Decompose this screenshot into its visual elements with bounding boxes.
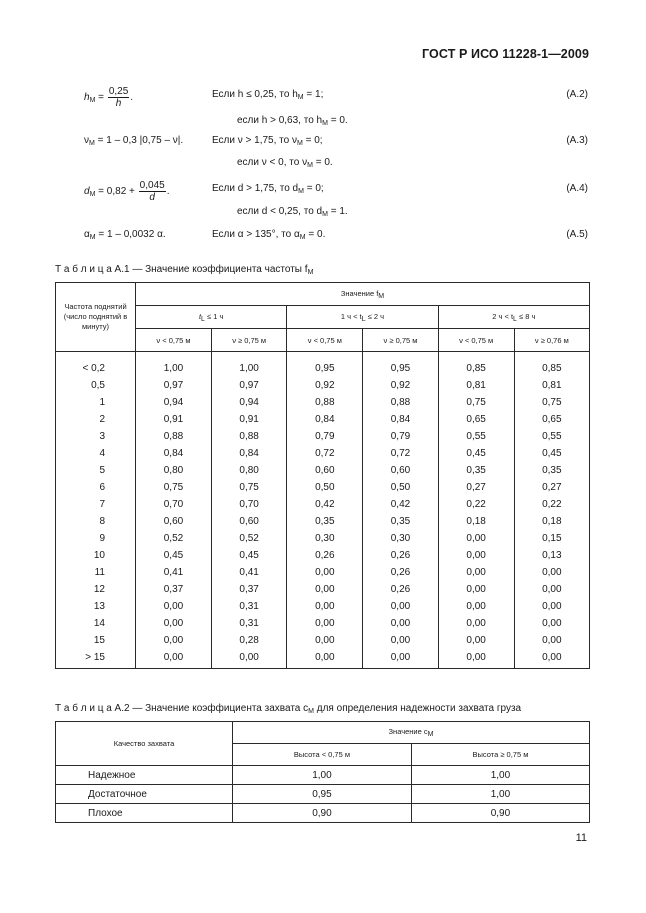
table-row xyxy=(56,377,590,394)
condition-text: Если α > 135°, то α xyxy=(212,229,300,240)
value-cell: 0,15 xyxy=(514,530,589,547)
table-row xyxy=(56,564,590,581)
grip-coefficient-table xyxy=(55,721,590,823)
value-cell: 0,45 xyxy=(438,445,514,462)
header-sub: M xyxy=(378,292,385,300)
value-cell: 0,85 xyxy=(514,352,589,378)
grip-quality-cell: Плохое xyxy=(56,804,233,823)
table-row xyxy=(56,496,590,513)
value-cell: 0,91 xyxy=(136,411,212,428)
value-cell: 0,60 xyxy=(287,462,363,479)
value-cell: 0,75 xyxy=(438,394,514,411)
document-header: ГОСТ Р ИСО 11228-1—2009 xyxy=(422,47,589,61)
value-cell: 0,00 xyxy=(363,632,438,649)
value-cell: 0,26 xyxy=(363,547,438,564)
sub-header: ν < 0,75 м xyxy=(287,329,363,352)
formula-fraction xyxy=(108,86,129,109)
grip-quality-cell: Надежное xyxy=(56,766,233,785)
formula-a3-condition2 xyxy=(0,157,646,177)
value-cell: 0,00 xyxy=(438,581,514,598)
frequency-cell: 6 xyxy=(56,479,136,496)
value-cell: 0,88 xyxy=(136,428,212,445)
value-cell: 0,26 xyxy=(363,564,438,581)
group-label: 2 ч < t xyxy=(492,311,514,321)
formula-a2-expression xyxy=(84,86,133,109)
value-cell: 0,00 xyxy=(438,598,514,615)
grip-quality-cell: Достаточное xyxy=(56,785,233,804)
formula-number: (A.3) xyxy=(566,135,588,146)
value-cell: 0,75 xyxy=(211,479,286,496)
table-row xyxy=(56,581,590,598)
formula-sub: M xyxy=(89,140,95,147)
value-cell: 0,35 xyxy=(514,462,589,479)
formula-eq: = 0,82 + xyxy=(95,186,138,198)
condition-text: если d < 0,25, то d xyxy=(237,206,323,217)
frequency-cell: 1 xyxy=(56,394,136,411)
value-cell: 0,65 xyxy=(438,411,514,428)
value-cell: 0,90 xyxy=(411,804,589,823)
table-row xyxy=(56,513,590,530)
value-cell: 0,70 xyxy=(136,496,212,513)
value-cell: 0,81 xyxy=(514,377,589,394)
formula-a3-condition xyxy=(212,135,323,147)
value-cell: 0,45 xyxy=(136,547,212,564)
frequency-cell: > 15 xyxy=(56,649,136,669)
value-cell: 0,72 xyxy=(287,445,363,462)
col-header-value xyxy=(233,722,590,744)
frequency-cell: 11 xyxy=(56,564,136,581)
col-header-grip-quality: Качество захвата xyxy=(56,722,233,766)
value-cell: 0,88 xyxy=(363,394,438,411)
value-cell: 0,79 xyxy=(363,428,438,445)
value-cell: 0,22 xyxy=(514,496,589,513)
formula-number: (A.4) xyxy=(566,183,588,194)
condition-tail: = 0. xyxy=(312,157,333,168)
value-cell: 0,00 xyxy=(287,649,363,669)
group-tail: ≤ 1 ч xyxy=(204,311,224,321)
value-cell: 0,35 xyxy=(363,513,438,530)
value-cell: 0,95 xyxy=(363,352,438,378)
formula-tail: . xyxy=(130,92,134,104)
value-cell: 0,95 xyxy=(287,352,363,378)
table1-caption xyxy=(55,264,313,276)
condition-sub: M xyxy=(322,120,328,127)
value-cell: 0,00 xyxy=(514,598,589,615)
formula-tail: . xyxy=(166,186,170,198)
value-cell: 0,88 xyxy=(287,394,363,411)
table-row xyxy=(56,428,590,445)
value-cell: 0,00 xyxy=(438,547,514,564)
frequency-cell: 0,5 xyxy=(56,377,136,394)
condition-text: Если ν > 1,75, то ν xyxy=(212,135,297,146)
value-cell: 0,00 xyxy=(287,564,363,581)
condition-tail: = 0; xyxy=(303,183,324,194)
col-header-frequency: Частота поднятий (число поднятий в минуту) xyxy=(56,283,136,352)
value-cell: 0,00 xyxy=(287,632,363,649)
formula-a5-condition xyxy=(212,229,325,241)
value-cell: 0,42 xyxy=(287,496,363,513)
value-cell: 0,28 xyxy=(211,632,286,649)
value-cell: 1,00 xyxy=(211,352,286,378)
value-cell: 0,65 xyxy=(514,411,589,428)
value-cell: 0,30 xyxy=(363,530,438,547)
caption-sub: M xyxy=(307,269,314,276)
sub-header: ν ≥ 0,75 м xyxy=(363,329,438,352)
value-cell: 0,91 xyxy=(211,411,286,428)
formula-var: d xyxy=(84,186,90,198)
group-tail: ≤ 2 ч xyxy=(365,311,385,321)
group-header xyxy=(438,306,589,329)
caption-tail: для определения надежности захвата груза xyxy=(313,703,522,714)
frequency-coefficient-table xyxy=(55,282,590,669)
value-cell: 0,00 xyxy=(136,649,212,669)
group-header xyxy=(287,306,438,329)
value-cell: 0,80 xyxy=(136,462,212,479)
value-cell: 0,85 xyxy=(438,352,514,378)
frequency-cell: 7 xyxy=(56,496,136,513)
condition-sub: M xyxy=(299,234,306,241)
value-cell: 0,81 xyxy=(438,377,514,394)
formula-a2-condition xyxy=(212,89,323,101)
value-cell: 0,00 xyxy=(211,649,286,669)
header-text: Значение c xyxy=(388,727,428,736)
condition-tail: = 0. xyxy=(305,229,326,240)
condition-text: если h > 0,63, то h xyxy=(237,115,323,126)
value-cell: 0,75 xyxy=(136,479,212,496)
value-cell: 0,45 xyxy=(514,445,589,462)
table-row xyxy=(56,785,590,804)
table-row xyxy=(56,479,590,496)
group-label: t xyxy=(198,311,202,321)
value-cell: 0,75 xyxy=(514,394,589,411)
formula-a4 xyxy=(0,180,646,203)
value-cell: 0,30 xyxy=(287,530,363,547)
formula-number: (A.2) xyxy=(566,89,588,100)
value-cell: 0,92 xyxy=(287,377,363,394)
sub-header: ν < 0,75 м xyxy=(136,329,212,352)
fraction-denominator: d xyxy=(149,192,155,203)
condition-tail: = 0; xyxy=(302,135,323,146)
value-cell: 0,92 xyxy=(363,377,438,394)
formula-rhs: = 1 – 0,3 |0,75 – ν|. xyxy=(94,135,184,146)
value-cell: 0,45 xyxy=(211,547,286,564)
group-sub: L xyxy=(201,315,205,323)
condition-tail: = 0. xyxy=(327,115,348,126)
frequency-cell: 12 xyxy=(56,581,136,598)
formula-a3 xyxy=(0,135,646,155)
caption-sub: M xyxy=(308,708,314,715)
fraction-numerator: 0,25 xyxy=(108,86,129,97)
frequency-cell: 4 xyxy=(56,445,136,462)
value-cell: 0,88 xyxy=(211,428,286,445)
formula-sub: M xyxy=(89,97,96,105)
frequency-cell: 15 xyxy=(56,632,136,649)
table-row xyxy=(56,766,590,785)
value-cell: 0,00 xyxy=(287,598,363,615)
condition-sub: M xyxy=(298,188,304,195)
condition-text: если ν < 0, то ν xyxy=(237,157,308,168)
value-cell: 0,00 xyxy=(438,615,514,632)
frequency-cell: 14 xyxy=(56,615,136,632)
value-cell: 0,84 xyxy=(211,445,286,462)
sub-header: Высота ≥ 0,75 м xyxy=(411,744,589,766)
frequency-cell: 13 xyxy=(56,598,136,615)
value-cell: 0,00 xyxy=(438,530,514,547)
table-row xyxy=(56,615,590,632)
value-cell: 0,18 xyxy=(514,513,589,530)
formula-a5-expression xyxy=(84,229,166,241)
value-cell: 0,31 xyxy=(211,615,286,632)
table2-caption xyxy=(55,703,521,715)
table-row xyxy=(56,649,590,669)
value-cell: 0,27 xyxy=(438,479,514,496)
table-row xyxy=(56,632,590,649)
value-cell: 0,00 xyxy=(363,615,438,632)
table-row xyxy=(56,530,590,547)
formula-var: h xyxy=(84,92,90,104)
value-cell: 0,41 xyxy=(211,564,286,581)
value-cell: 0,84 xyxy=(136,445,212,462)
value-cell: 0,42 xyxy=(363,496,438,513)
group-tail: ≤ 8 ч xyxy=(516,311,536,321)
formula-fraction xyxy=(139,180,166,203)
table-row xyxy=(56,547,590,564)
value-cell: 0,27 xyxy=(514,479,589,496)
formula-a4-condition xyxy=(212,183,324,195)
value-cell: 0,41 xyxy=(136,564,212,581)
value-cell: 0,00 xyxy=(438,564,514,581)
condition-sub: M xyxy=(322,211,328,218)
frequency-cell: < 0,2 xyxy=(56,352,136,378)
group-sub: L xyxy=(361,315,366,323)
formula-a2-condition2 xyxy=(0,115,646,135)
value-cell: 0,72 xyxy=(363,445,438,462)
value-cell: 0,00 xyxy=(438,649,514,669)
value-cell: 1,00 xyxy=(411,766,589,785)
page-number: 11 xyxy=(575,832,587,844)
value-cell: 0,31 xyxy=(211,598,286,615)
value-cell: 0,35 xyxy=(438,462,514,479)
table-row xyxy=(56,411,590,428)
value-cell: 0,35 xyxy=(287,513,363,530)
value-cell: 0,00 xyxy=(363,598,438,615)
condition-tail: = 1; xyxy=(303,89,324,100)
caption-text: Т а б л и ц а А.2 — Значение коэффициента захвата c xyxy=(55,703,309,714)
value-cell: 1,00 xyxy=(136,352,212,378)
value-cell: 0,90 xyxy=(233,804,412,823)
condition-sub: M xyxy=(297,94,304,101)
caption-text: Т а б л и ц а А.1 — Значение коэффициента частоты f xyxy=(55,264,308,275)
value-cell: 0,00 xyxy=(514,581,589,598)
formula-a5 xyxy=(0,229,646,249)
value-cell: 0,52 xyxy=(211,530,286,547)
formula-a4-expression xyxy=(84,180,169,203)
value-cell: 0,26 xyxy=(287,547,363,564)
value-cell: 0,00 xyxy=(514,564,589,581)
value-cell: 1,00 xyxy=(411,785,589,804)
value-cell: 0,60 xyxy=(136,513,212,530)
value-cell: 0,60 xyxy=(211,513,286,530)
formula-var: α xyxy=(84,229,90,240)
value-cell: 0,00 xyxy=(287,581,363,598)
value-cell: 0,00 xyxy=(514,632,589,649)
sub-header: Высота < 0,75 м xyxy=(233,744,412,766)
value-cell: 0,00 xyxy=(136,632,212,649)
formula-a2 xyxy=(0,86,646,109)
value-cell: 0,00 xyxy=(514,649,589,669)
group-header xyxy=(136,306,287,329)
value-cell: 0,60 xyxy=(363,462,438,479)
formula-eq: = xyxy=(95,92,107,104)
formula-var: ν xyxy=(84,135,89,146)
table-row xyxy=(56,352,590,378)
frequency-cell: 2 xyxy=(56,411,136,428)
value-cell: 0,97 xyxy=(136,377,212,394)
value-cell: 0,00 xyxy=(363,649,438,669)
header-sub: M xyxy=(427,731,434,738)
value-cell: 0,22 xyxy=(438,496,514,513)
value-cell: 0,00 xyxy=(136,615,212,632)
header-text: Значение f xyxy=(340,288,379,298)
sub-header: ν < 0,75 м xyxy=(438,329,514,352)
value-cell: 0,00 xyxy=(287,615,363,632)
table-row xyxy=(56,394,590,411)
value-cell: 0,84 xyxy=(287,411,363,428)
condition-text: Если h ≤ 0,25, то h xyxy=(212,89,298,100)
value-cell: 1,00 xyxy=(233,766,412,785)
value-cell: 0,79 xyxy=(287,428,363,445)
value-cell: 0,37 xyxy=(211,581,286,598)
value-cell: 0,26 xyxy=(363,581,438,598)
value-cell: 0,00 xyxy=(438,632,514,649)
value-cell: 0,00 xyxy=(136,598,212,615)
table-row xyxy=(56,598,590,615)
sub-header: ν ≥ 0,75 м xyxy=(211,329,286,352)
group-sub: L xyxy=(513,315,517,323)
condition-tail: = 1. xyxy=(327,206,348,217)
frequency-cell: 10 xyxy=(56,547,136,564)
condition-text: Если d > 1,75, то d xyxy=(212,183,299,194)
condition-sub: M xyxy=(307,162,313,169)
table-row xyxy=(56,462,590,479)
value-cell: 0,50 xyxy=(363,479,438,496)
value-cell: 0,94 xyxy=(211,394,286,411)
value-cell: 0,70 xyxy=(211,496,286,513)
frequency-cell: 5 xyxy=(56,462,136,479)
frequency-cell: 3 xyxy=(56,428,136,445)
value-cell: 0,55 xyxy=(514,428,589,445)
value-cell: 0,97 xyxy=(211,377,286,394)
frequency-cell: 8 xyxy=(56,513,136,530)
table-row xyxy=(56,804,590,823)
formula-sub: M xyxy=(89,191,96,199)
condition-sub: M xyxy=(296,140,303,147)
value-cell: 0,50 xyxy=(287,479,363,496)
value-cell: 0,95 xyxy=(233,785,412,804)
value-cell: 0,94 xyxy=(136,394,212,411)
formula-a3-expression xyxy=(84,135,183,147)
frequency-cell: 9 xyxy=(56,530,136,547)
value-cell: 0,37 xyxy=(136,581,212,598)
value-cell: 0,84 xyxy=(363,411,438,428)
value-cell: 0,55 xyxy=(438,428,514,445)
col-header-value xyxy=(136,283,590,306)
group-label: 1 ч < t xyxy=(340,311,362,321)
value-cell: 0,13 xyxy=(514,547,589,564)
fraction-numerator: 0,045 xyxy=(139,180,165,191)
table-row xyxy=(56,445,590,462)
value-cell: 0,80 xyxy=(211,462,286,479)
formula-a4-condition2 xyxy=(0,206,646,226)
value-cell: 0,52 xyxy=(136,530,212,547)
formula-sub: M xyxy=(89,234,96,241)
formula-rhs: = 1 – 0,0032 α. xyxy=(95,229,166,240)
formula-number: (A.5) xyxy=(566,229,588,240)
fraction-denominator: h xyxy=(115,98,122,109)
value-cell: 0,00 xyxy=(514,615,589,632)
sub-header: ν ≥ 0,76 м xyxy=(514,329,589,352)
value-cell: 0,18 xyxy=(438,513,514,530)
